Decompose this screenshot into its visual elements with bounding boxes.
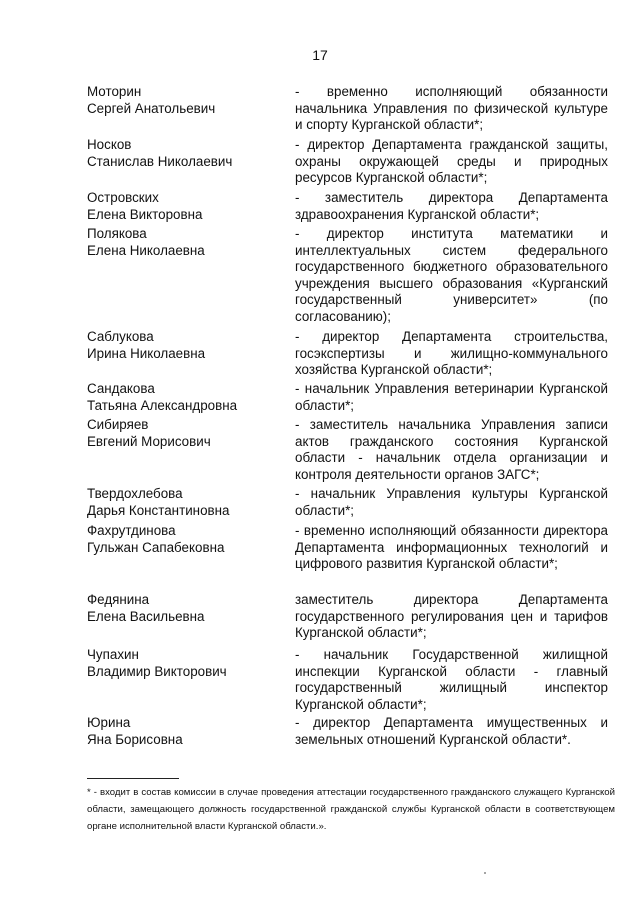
list-item: [0, 486, 640, 523]
member-given-names: Ирина Николаевна: [87, 345, 206, 361]
member-name: [87, 381, 287, 414]
list-item: [0, 647, 640, 715]
member-surname: Фахрутдинова: [87, 523, 176, 538]
member-name: [87, 329, 287, 362]
member-given-names: Евгений Морисович: [87, 433, 211, 449]
list-item: [0, 381, 640, 417]
member-position: - начальник Управления ветеринарии Курганской области*;: [295, 381, 608, 413]
member-name: [87, 523, 287, 556]
member-position: - временно исполняющий обязанности директора Департамента информационных технологий и цифрового развития Курганской области*;: [295, 523, 608, 572]
list-item: [0, 190, 640, 226]
member-position: - директор Департамента имущественных и земельных отношений Курганской области*.: [295, 715, 608, 747]
list-item: [0, 137, 640, 190]
footnote-divider: [87, 778, 179, 779]
list-item: [0, 226, 640, 329]
member-position: - временно исполняющий обязанности начальника Управления по физической культуре и спорту Курганской области*;: [295, 84, 608, 133]
list-item: [0, 715, 640, 751]
member-given-names: Елена Васильевна: [87, 608, 205, 624]
member-name: [87, 190, 287, 223]
member-name: [87, 592, 287, 625]
member-given-names: Елена Николаевна: [87, 242, 205, 258]
member-surname: Островских: [87, 190, 159, 205]
member-name: [87, 137, 287, 170]
member-surname: Сандакова: [87, 381, 155, 396]
member-surname: Носков: [87, 137, 132, 152]
member-given-names: Елена Викторовна: [87, 206, 203, 222]
member-surname: Чупахин: [87, 647, 139, 662]
member-name: [87, 84, 287, 117]
member-surname: Моторин: [87, 84, 142, 99]
member-position: - директор Департамента гражданской защиты, охраны окружающей среды и природных ресурсов Курганской области*;: [295, 137, 608, 186]
member-surname: Сибиряев: [87, 417, 149, 432]
member-given-names: Станислав Николаевич: [87, 153, 233, 169]
member-name: [87, 715, 287, 748]
member-position: - начальник Управления культуры Курганской области*;: [295, 486, 608, 518]
member-position: - начальник Государственной жилищной инспекции Курганской области - главный государственный жилищный инспектор Курганской области*;: [295, 647, 608, 712]
member-surname: Саблукова: [87, 329, 154, 344]
member-name: [87, 486, 287, 519]
member-position: заместитель директора Департамента государственного регулирования цен и тарифов Курганской области*;: [295, 592, 608, 641]
member-name: [87, 226, 287, 259]
member-name: [87, 647, 287, 680]
member-surname: Федянина: [87, 592, 150, 607]
member-given-names: Сергей Анатольевич: [87, 100, 216, 116]
page-number: 17: [312, 47, 328, 63]
member-name: [87, 417, 287, 450]
member-given-names: Яна Борисовна: [87, 731, 183, 747]
list-item: [0, 523, 640, 592]
member-position: - директор Департамента строительства, госэкспертизы и жилищно-коммунального хозяйства Курганской области*;: [295, 329, 608, 378]
member-position: - заместитель директора Департамента здравоохранения Курганской области*;: [295, 190, 608, 222]
list-item: [0, 84, 640, 137]
footnote: * - входит в состав комиссии в случае проведения аттестации государственного гражданского служащего Курганской области, замещающего должность государственной гражданской службы Курганской области в соответствующем органе исполнительной власти Курганской области.».: [87, 787, 615, 832]
member-surname: Твердохлебова: [87, 486, 183, 501]
list-item: [0, 417, 640, 486]
member-given-names: Гульжан Сапабековна: [87, 539, 225, 555]
member-position: - заместитель начальника Управления записи актов гражданского состояния Курганской области - начальник отдела организации и контроля деятельности органов ЗАГС*;: [295, 417, 608, 482]
member-given-names: Владимир Викторович: [87, 663, 227, 679]
member-surname: Юрина: [87, 715, 131, 730]
member-given-names: Татьяна Александровна: [87, 397, 238, 413]
member-given-names: Дарья Константиновна: [87, 502, 230, 518]
member-surname: Полякова: [87, 226, 147, 241]
list-item: [0, 329, 640, 381]
scan-speck: [484, 872, 486, 874]
list-item: [0, 592, 640, 647]
member-position: - директор института математики и интеллектуальных систем федерального государственного бюджетного образовательного учреждения высшего образования «Курганский государственный университет» (по согласованию);: [295, 226, 608, 324]
